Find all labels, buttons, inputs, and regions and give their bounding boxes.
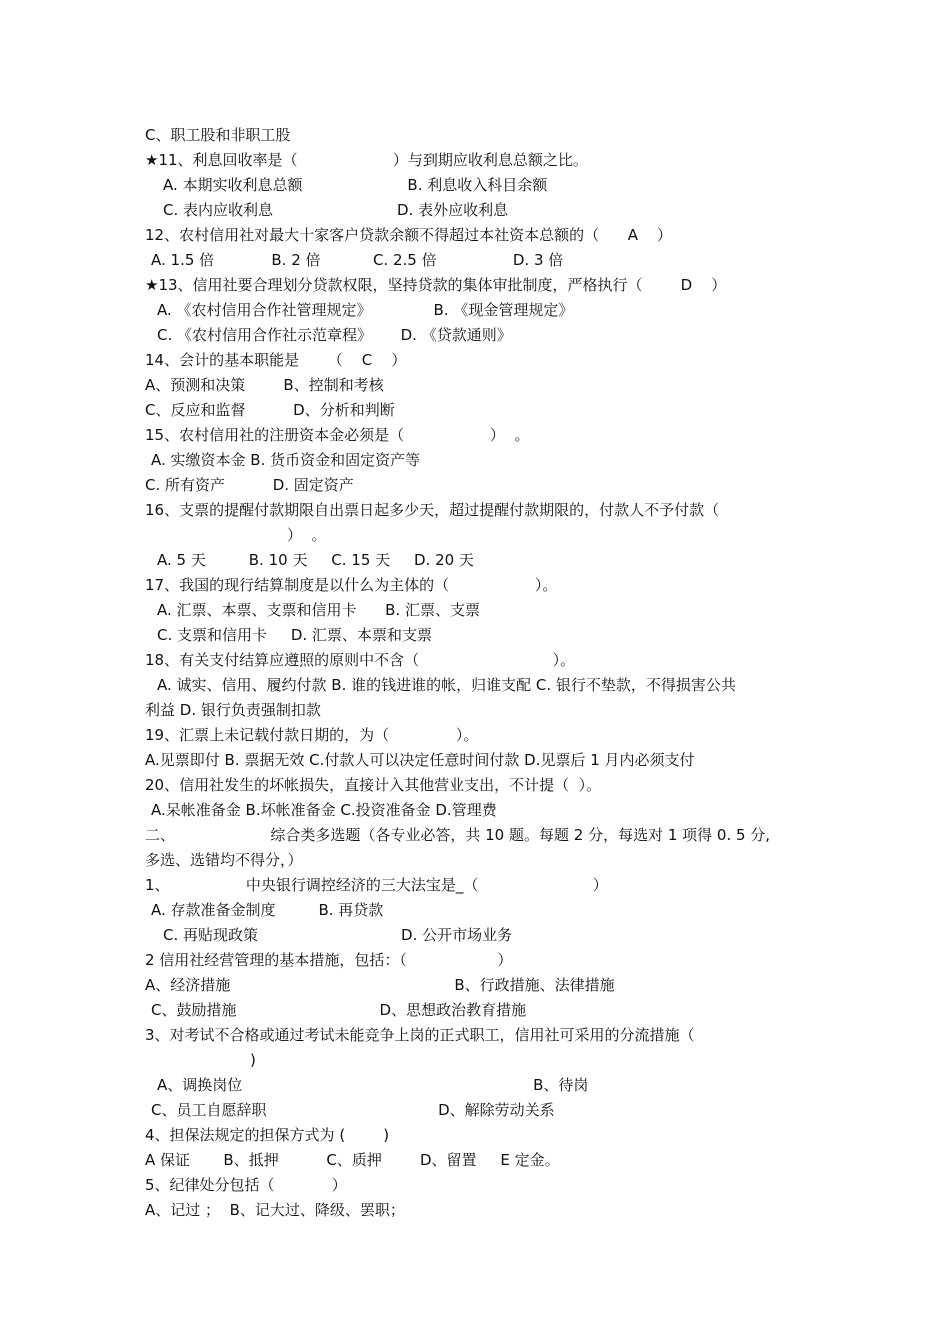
line-03: A. 本期实收利息总额 B. 利息收入科目余额 — [163, 176, 548, 194]
line-33: C. 再贴现政策 D. 公开市场业务 — [163, 926, 513, 944]
line-27-question-20: 20、信用社发生的坏帐损失，直接计入其他营业支出，不计提（ ）。 — [145, 776, 602, 794]
line-12: C、反应和监督 D、分析和判断 — [145, 401, 395, 419]
line-24: 利益 D. 银行负责强制扣款 — [145, 701, 321, 719]
line-25-question-19: 19、汇票上未记载付款日期的，为（ ）。 — [145, 726, 479, 744]
line-43-multi-question-5: 5、纪律处分包括（ ） — [145, 1176, 347, 1194]
line-06: A. 1.5 倍 B. 2 倍 C. 2.5 倍 D. 3 倍 — [151, 251, 564, 269]
line-07-question-13: ★13、信用社要合理划分贷款权限，坚持贷款的集体审批制度，严格执行（ D ） — [145, 276, 727, 294]
line-40: C、员工自愿辞职 D、解除劳动关系 — [151, 1101, 555, 1119]
line-28: A.呆帐准备金 B.坏帐准备金 C.投资准备金 D.管理费 — [151, 801, 497, 819]
line-36: C、鼓励措施 D、思想政治教育措施 — [151, 1001, 527, 1019]
line-41-multi-question-4: 4、担保法规定的担保方式为 ( ) — [145, 1126, 390, 1144]
line-08: A. 《农村信用合作社管理规定》 B. 《现金管理规定》 — [157, 301, 574, 319]
line-37-multi-question-3: 3、对考试不合格或通过考试未能竞争上岗的正式职工，信用社可采用的分流措施（ — [145, 1026, 695, 1044]
line-35: A、经济措施 B、行政措施、法律措施 — [145, 976, 615, 994]
line-44: A、记过 ； B、记大过、降级、罢职； — [145, 1201, 405, 1219]
line-13-question-15: 15、农村信用社的注册资本金必须是（ ） 。 — [145, 426, 530, 444]
line-09: C. 《农村信用合作社示范章程》 D. 《贷款通则》 — [157, 326, 512, 344]
line-34-multi-question-2: 2 信用社经营管理的基本措施，包括：（ ） — [145, 951, 513, 969]
line-01: C、职工股和非职工股 — [145, 126, 291, 144]
line-20: A. 汇票、本票、支票和信用卡 B. 汇票、支票 — [157, 601, 480, 619]
line-19-question-17: 17、我国的现行结算制度是以什么为主体的（ ）。 — [145, 576, 558, 594]
line-29-section-heading: 二、 综合类多选题（各专业必答，共 10 题。每题 2 分，每选对 1 项得 0. 5 分, — [145, 826, 771, 844]
line-18: A. 5 天 B. 10 天 C. 15 天 D. 20 天 — [157, 551, 474, 569]
line-14: A. 实缴资本金 B. 货币资金和固定资产等 — [151, 451, 421, 469]
line-30: 多选、选错均不得分，） — [145, 851, 303, 869]
line-15: C. 所有资产 D. 固定资产 — [145, 476, 354, 494]
line-21: C. 支票和信用卡 D. 汇票、本票和支票 — [157, 626, 432, 644]
line-05-question-12: 12、农村信用社对最大十家客户贷款余额不得超过本社资本总额的（ A ） — [145, 226, 673, 244]
line-38: ) — [250, 1051, 256, 1069]
line-04: C. 表内应收利息 D. 表外应收利息 — [163, 201, 509, 219]
line-10-question-14: 14、会计的基本职能是 （ C ） — [145, 351, 407, 369]
line-42: A 保证 B、抵押 C、质押 D、留置 E 定金。 — [145, 1151, 560, 1169]
line-02-question-11: ★11、利息回收率是（ ）与到期应收利息总额之比。 — [145, 151, 588, 169]
line-26: A.见票即付 B. 票据无效 C.付款人可以决定任意时间付款 D.见票后 1 月内必须支付 — [145, 751, 695, 769]
line-39: A、调换岗位 B、待岗 — [157, 1076, 589, 1094]
line-31-multi-question-1: 1、 中央银行调控经济的三大法宝是_（ ） — [145, 876, 608, 894]
line-17: ） 。 — [287, 526, 327, 544]
line-23: A. 诚实、信用、履约付款 B. 谁的钱进谁的帐，归谁支配 C. 银行不垫款，不得损害公共 — [157, 676, 736, 694]
line-32: A. 存款准备金制度 B. 再贷款 — [151, 901, 384, 919]
line-11: A、预测和决策 B、控制和考核 — [145, 376, 384, 394]
line-16-question-16: 16、支票的提醒付款期限自出票日起多少天，超过提醒付款期限的，付款人不予付款（ — [145, 501, 720, 519]
line-22-question-18: 18、有关支付结算应遵照的原则中不含（ ）。 — [145, 651, 576, 669]
